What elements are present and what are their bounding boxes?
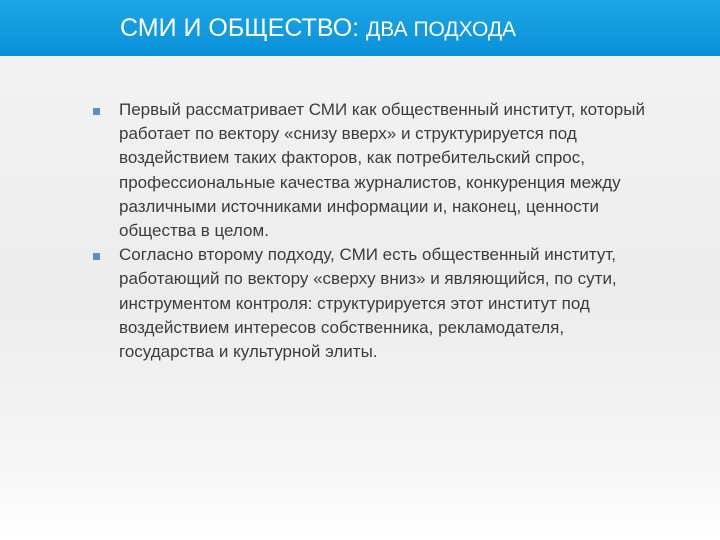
bullet-item bbox=[92, 243, 652, 364]
bullet-item bbox=[92, 98, 652, 243]
square-bullet-icon bbox=[93, 108, 100, 115]
slide-title-main: СМИ И ОБЩЕСТВО: bbox=[120, 14, 360, 42]
title-bar bbox=[0, 0, 720, 56]
bullet-text: Первый рассматривает СМИ как общественный институт, который работает по вектору «снизу вверх» и структурируется под воздействием таких факторов, как потребительский спрос, профессиональные качества журналистов, конкуренция между различными источниками информации и, наконец, ценности общества в целом. bbox=[119, 100, 645, 241]
bullet-text: Согласно второму подходу, СМИ есть общественный институт, работающий по вектору «сверху вниз» и являющийся, по сути, инструментом контроля: структурируется этот институт под воздействием интересов собственника, рекламодателя, государства и культурной элиты. bbox=[119, 245, 617, 362]
square-bullet-icon bbox=[93, 253, 100, 260]
slide-title-rest: ДВА ПОДХОДА bbox=[366, 18, 517, 41]
bullet-list bbox=[92, 98, 652, 364]
slide-title bbox=[120, 12, 516, 46]
